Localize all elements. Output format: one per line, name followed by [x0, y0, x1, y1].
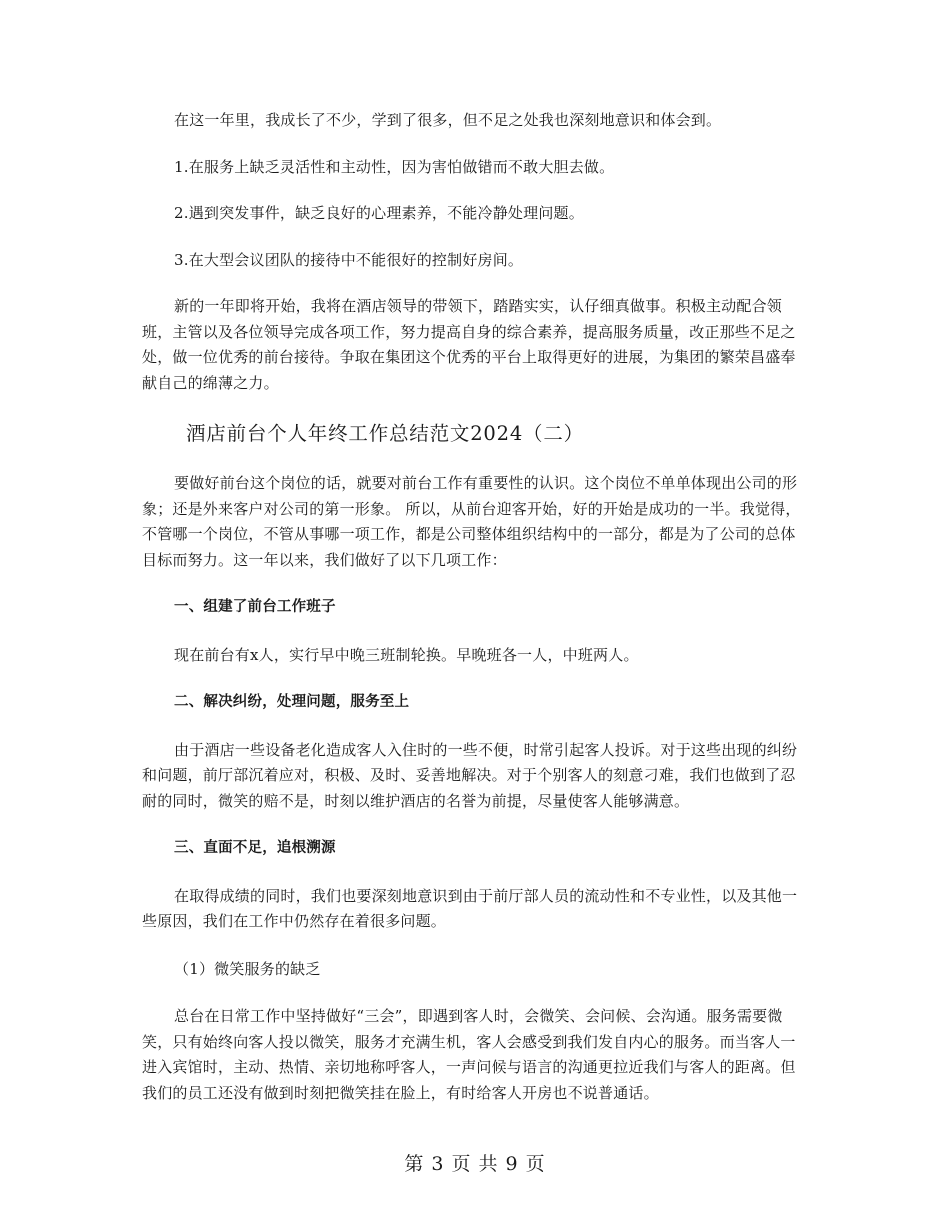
list-item-2: 2.遇到突发事件，缺乏良好的心理素养，不能冷静处理问题。	[174, 204, 584, 222]
heading-2: 二、解决纠纷，处理问题，服务至上	[174, 694, 410, 710]
paragraph-team: 现在前台有x人，实行早中晚三班制轮换。早晚班各一人，中班两人。	[174, 645, 639, 664]
paragraph-intro-reflection: 在这一年里，我成长了不少，学到了很多，但不足之处我也深刻地意识和体会到。	[174, 111, 722, 129]
paragraph-shortcomings: 在取得成绩的同时，我们也要深刻地意识到由于前厅部人员的流动性和不专业性，以及其他一些原因，我们在工作中仍然存在着很多问题。	[142, 886, 798, 930]
paragraph-smile-service: 总台在日常工作中坚持做好“三会”，即遇到客人时，会微笑、会问候、会沟通。服务需要微笑，只有始终向客人投以微笑，服务才充满生机，客人会感受到我们发自内心的服务。而当客人一进入宾馆时，主动、热情、亲切地称呼客人，一声问候与语言的沟通更拉近我们与客人的距离。但我们的员工还没有做到时刻把微笑挂在脸上，有时给客人开房也不说普通话。	[142, 1007, 796, 1102]
paragraph-front-desk-intro: 要做好前台这个岗位的话，就要对前台工作有重要性的认识。这个岗位不单单体现出公司的形象；还是外来客户对公司的第一形象。 所以，从前台迎客开始，好的开始是成功的一半。我觉得，不管哪一个岗位，不管从事哪一项工作，都是公司整体组织结构中的一部分，都是为了公司的总体目标而努力。这一年以来，我们做好了以下几项工作：	[142, 474, 801, 569]
list-item-1: 1.在服务上缺乏灵活性和主动性，因为害怕做错而不敢大胆去做。	[174, 157, 615, 176]
sub-heading-smile: （1）微笑服务的缺乏	[174, 959, 321, 978]
paragraph-disputes: 由于酒店一些设备老化造成客人入住时的一些不便，时常引起客人投诉。对于这些出现的纠纷和问题，前厅部沉着应对，积极、及时、妥善地解决。对于个别客人的刻意刁难，我们也做到了忍耐的同时，微笑的赔不是，时刻以维护酒店的名誉为前提，尽量使客人能够满意。	[142, 740, 798, 810]
list-item-3: 3.在大型会议团队的接待中不能很好的控制好房间。	[174, 250, 524, 269]
document-body	[142, 108, 810, 1106]
page-number-footer: 第 3 页 共 9 页	[404, 1153, 546, 1175]
section-title: 酒店前台个人年终工作总结范文2024（二）	[186, 422, 584, 445]
heading-1: 一、组建了前台工作班子	[174, 599, 336, 615]
paragraph-new-year: 新的一年即将开始，我将在酒店领导的带领下，踏踏实实，认仔细真做事。积极主动配合领班，主管以及各位领导完成各项工作，努力提高自身的综合素养，提高服务质量，改正那些不足之处，做一位优秀的前台接待。争取在集团这个优秀的平台上取得更好的进展，为集团的繁荣昌盛奉献自己的绵薄之力。	[142, 297, 796, 392]
heading-3: 三、直面不足，追根溯源	[174, 840, 336, 856]
